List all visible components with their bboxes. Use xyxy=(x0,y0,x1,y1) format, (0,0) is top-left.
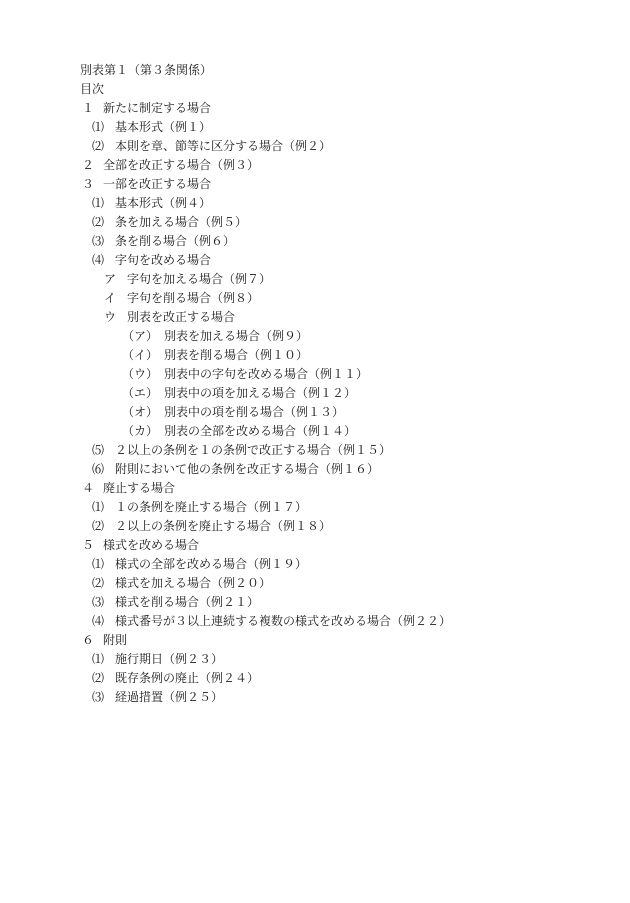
toc-entry-number: ⑵ xyxy=(92,671,105,685)
toc-entry-text: 別表を改正する場合 xyxy=(127,310,236,324)
toc-entry-text: 既存条例の廃止（例２４） xyxy=(115,671,260,685)
document-title-line xyxy=(0,61,630,80)
toc-entry-level2 xyxy=(0,498,630,517)
toc-entry-number: ⑶ xyxy=(92,690,105,704)
toc-entry-level2 xyxy=(0,555,630,574)
toc-entry-number: （カ） xyxy=(122,424,159,438)
toc-entry-number: （ウ） xyxy=(122,367,159,381)
toc-entry-text: 全部を改正する場合（例３） xyxy=(103,158,260,172)
toc-entry-text: 別表中の字句を改める場合（例１１） xyxy=(164,367,369,381)
toc-entry-level4 xyxy=(0,327,630,346)
toc-entry-text: ２以上の条例を１の条例で改正する場合（例１５） xyxy=(115,443,392,457)
toc-entry-number: ⑶ xyxy=(92,595,105,609)
toc-entry-number: ⑹ xyxy=(92,462,105,476)
toc-entry-text: 字句を加える場合（例７） xyxy=(127,272,272,286)
toc-entry-text: 附則 xyxy=(103,633,128,647)
toc-entry-number: ア xyxy=(104,272,117,286)
toc-entry-text: ２以上の条例を廃止する場合（例１８） xyxy=(115,519,332,533)
toc-entry-level4 xyxy=(0,422,630,441)
toc-entry-level1 xyxy=(0,99,630,118)
toc-entry-level2 xyxy=(0,460,630,479)
toc-entry-level2 xyxy=(0,441,630,460)
toc-entry-text: 別表中の項を加える場合（例１２） xyxy=(164,386,357,400)
toc-entry-number: ４ xyxy=(82,481,95,495)
toc-entry-level1 xyxy=(0,536,630,555)
document-body xyxy=(0,61,630,707)
toc-entry-number: ⑶ xyxy=(92,234,105,248)
toc-entry-number: （イ） xyxy=(122,348,159,362)
toc-entry-number: ⑷ xyxy=(92,614,105,628)
toc-entry-number: ⑴ xyxy=(92,652,105,666)
toc-entry-text: 様式を削る場合（例２１） xyxy=(115,595,260,609)
toc-entry-text: 条を削る場合（例６） xyxy=(115,234,236,248)
toc-entry-number: １ xyxy=(82,101,95,115)
toc-entry-number: ⑴ xyxy=(92,557,105,571)
toc-entry-text: 別表中の項を削る場合（例１３） xyxy=(164,405,345,419)
toc-entry-level1 xyxy=(0,631,630,650)
toc-label: 目次 xyxy=(80,82,105,96)
toc-entry-number: （エ） xyxy=(122,386,159,400)
toc-entry-number: ウ xyxy=(104,310,117,324)
toc-entry-level4 xyxy=(0,365,630,384)
toc-entry-number: ⑷ xyxy=(92,253,105,267)
toc-entry-number: イ xyxy=(104,291,117,305)
toc-entry-text: 本則を章、節等に区分する場合（例２） xyxy=(115,139,332,153)
toc-entry-level2 xyxy=(0,137,630,156)
toc-entry-level2 xyxy=(0,688,630,707)
toc-entry-text: 別表を加える場合（例９） xyxy=(164,329,309,343)
toc-entry-number: ⑴ xyxy=(92,120,105,134)
toc-entry-level4 xyxy=(0,384,630,403)
toc-entry-text: 廃止する場合 xyxy=(103,481,176,495)
toc-entry-number: ２ xyxy=(82,158,95,172)
toc-entry-text: 一部を改正する場合 xyxy=(103,177,212,191)
toc-entry-number: （ア） xyxy=(122,329,159,343)
toc-entry-number: ６ xyxy=(82,633,95,647)
toc-entry-level1 xyxy=(0,479,630,498)
toc-entry-text: 附則において他の条例を改正する場合（例１６） xyxy=(115,462,380,476)
toc-entry-number: ⑵ xyxy=(92,139,105,153)
toc-entry-text: 基本形式（例１） xyxy=(115,120,212,134)
toc-entry-level2 xyxy=(0,232,630,251)
toc-entry-number: ⑵ xyxy=(92,215,105,229)
toc-entry-text: 条を加える場合（例５） xyxy=(115,215,248,229)
toc-entry-number: ⑴ xyxy=(92,500,105,514)
toc-entry-text: 新たに制定する場合 xyxy=(103,101,212,115)
document-title: 別表第１（第３条関係） xyxy=(80,63,213,77)
toc-entry-text: 施行期日（例２３） xyxy=(115,652,224,666)
toc-entry-level2 xyxy=(0,213,630,232)
toc-entry-text: 様式を加える場合（例２０） xyxy=(115,576,272,590)
toc-entry-text: 様式を改める場合 xyxy=(103,538,200,552)
toc-entry-number: ５ xyxy=(82,538,95,552)
toc-entry-level3 xyxy=(0,270,630,289)
toc-entry-number: ⑴ xyxy=(92,196,105,210)
toc-entry-text: 字句を削る場合（例８） xyxy=(127,291,260,305)
toc-entry-level2 xyxy=(0,251,630,270)
toc-entry-text: 別表を削る場合（例１０） xyxy=(164,348,309,362)
toc-entry-level3 xyxy=(0,289,630,308)
toc-entry-level4 xyxy=(0,346,630,365)
toc-entry-level2 xyxy=(0,118,630,137)
toc-entry-text: 様式の全部を改める場合（例１９） xyxy=(115,557,308,571)
toc-entry-level3 xyxy=(0,308,630,327)
toc-entry-level2 xyxy=(0,612,630,631)
toc-label-line xyxy=(0,80,630,99)
toc-entry-text: １の条例を廃止する場合（例１７） xyxy=(115,500,308,514)
toc-entry-number: ⑵ xyxy=(92,519,105,533)
toc-entry-level2 xyxy=(0,669,630,688)
toc-entry-text: 経過措置（例２５） xyxy=(115,690,224,704)
toc-entry-text: 別表の全部を改める場合（例１４） xyxy=(164,424,357,438)
toc-entry-level4 xyxy=(0,403,630,422)
toc-entry-number: （オ） xyxy=(122,405,159,419)
toc-entry-level2 xyxy=(0,194,630,213)
toc-entry-level1 xyxy=(0,156,630,175)
toc-entry-level2 xyxy=(0,593,630,612)
toc-entry-level1 xyxy=(0,175,630,194)
toc-entry-number: ⑸ xyxy=(92,443,105,457)
toc-entry-text: 基本形式（例４） xyxy=(115,196,212,210)
toc-entry-level2 xyxy=(0,574,630,593)
toc-entry-text: 字句を改める場合 xyxy=(115,253,212,267)
toc-entry-level2 xyxy=(0,650,630,669)
toc-entry-number: ⑵ xyxy=(92,576,105,590)
toc-entry-level2 xyxy=(0,517,630,536)
toc-entry-text: 様式番号が３以上連続する複数の様式を改める場合（例２２） xyxy=(115,614,452,628)
toc-entry-number: ３ xyxy=(82,177,95,191)
